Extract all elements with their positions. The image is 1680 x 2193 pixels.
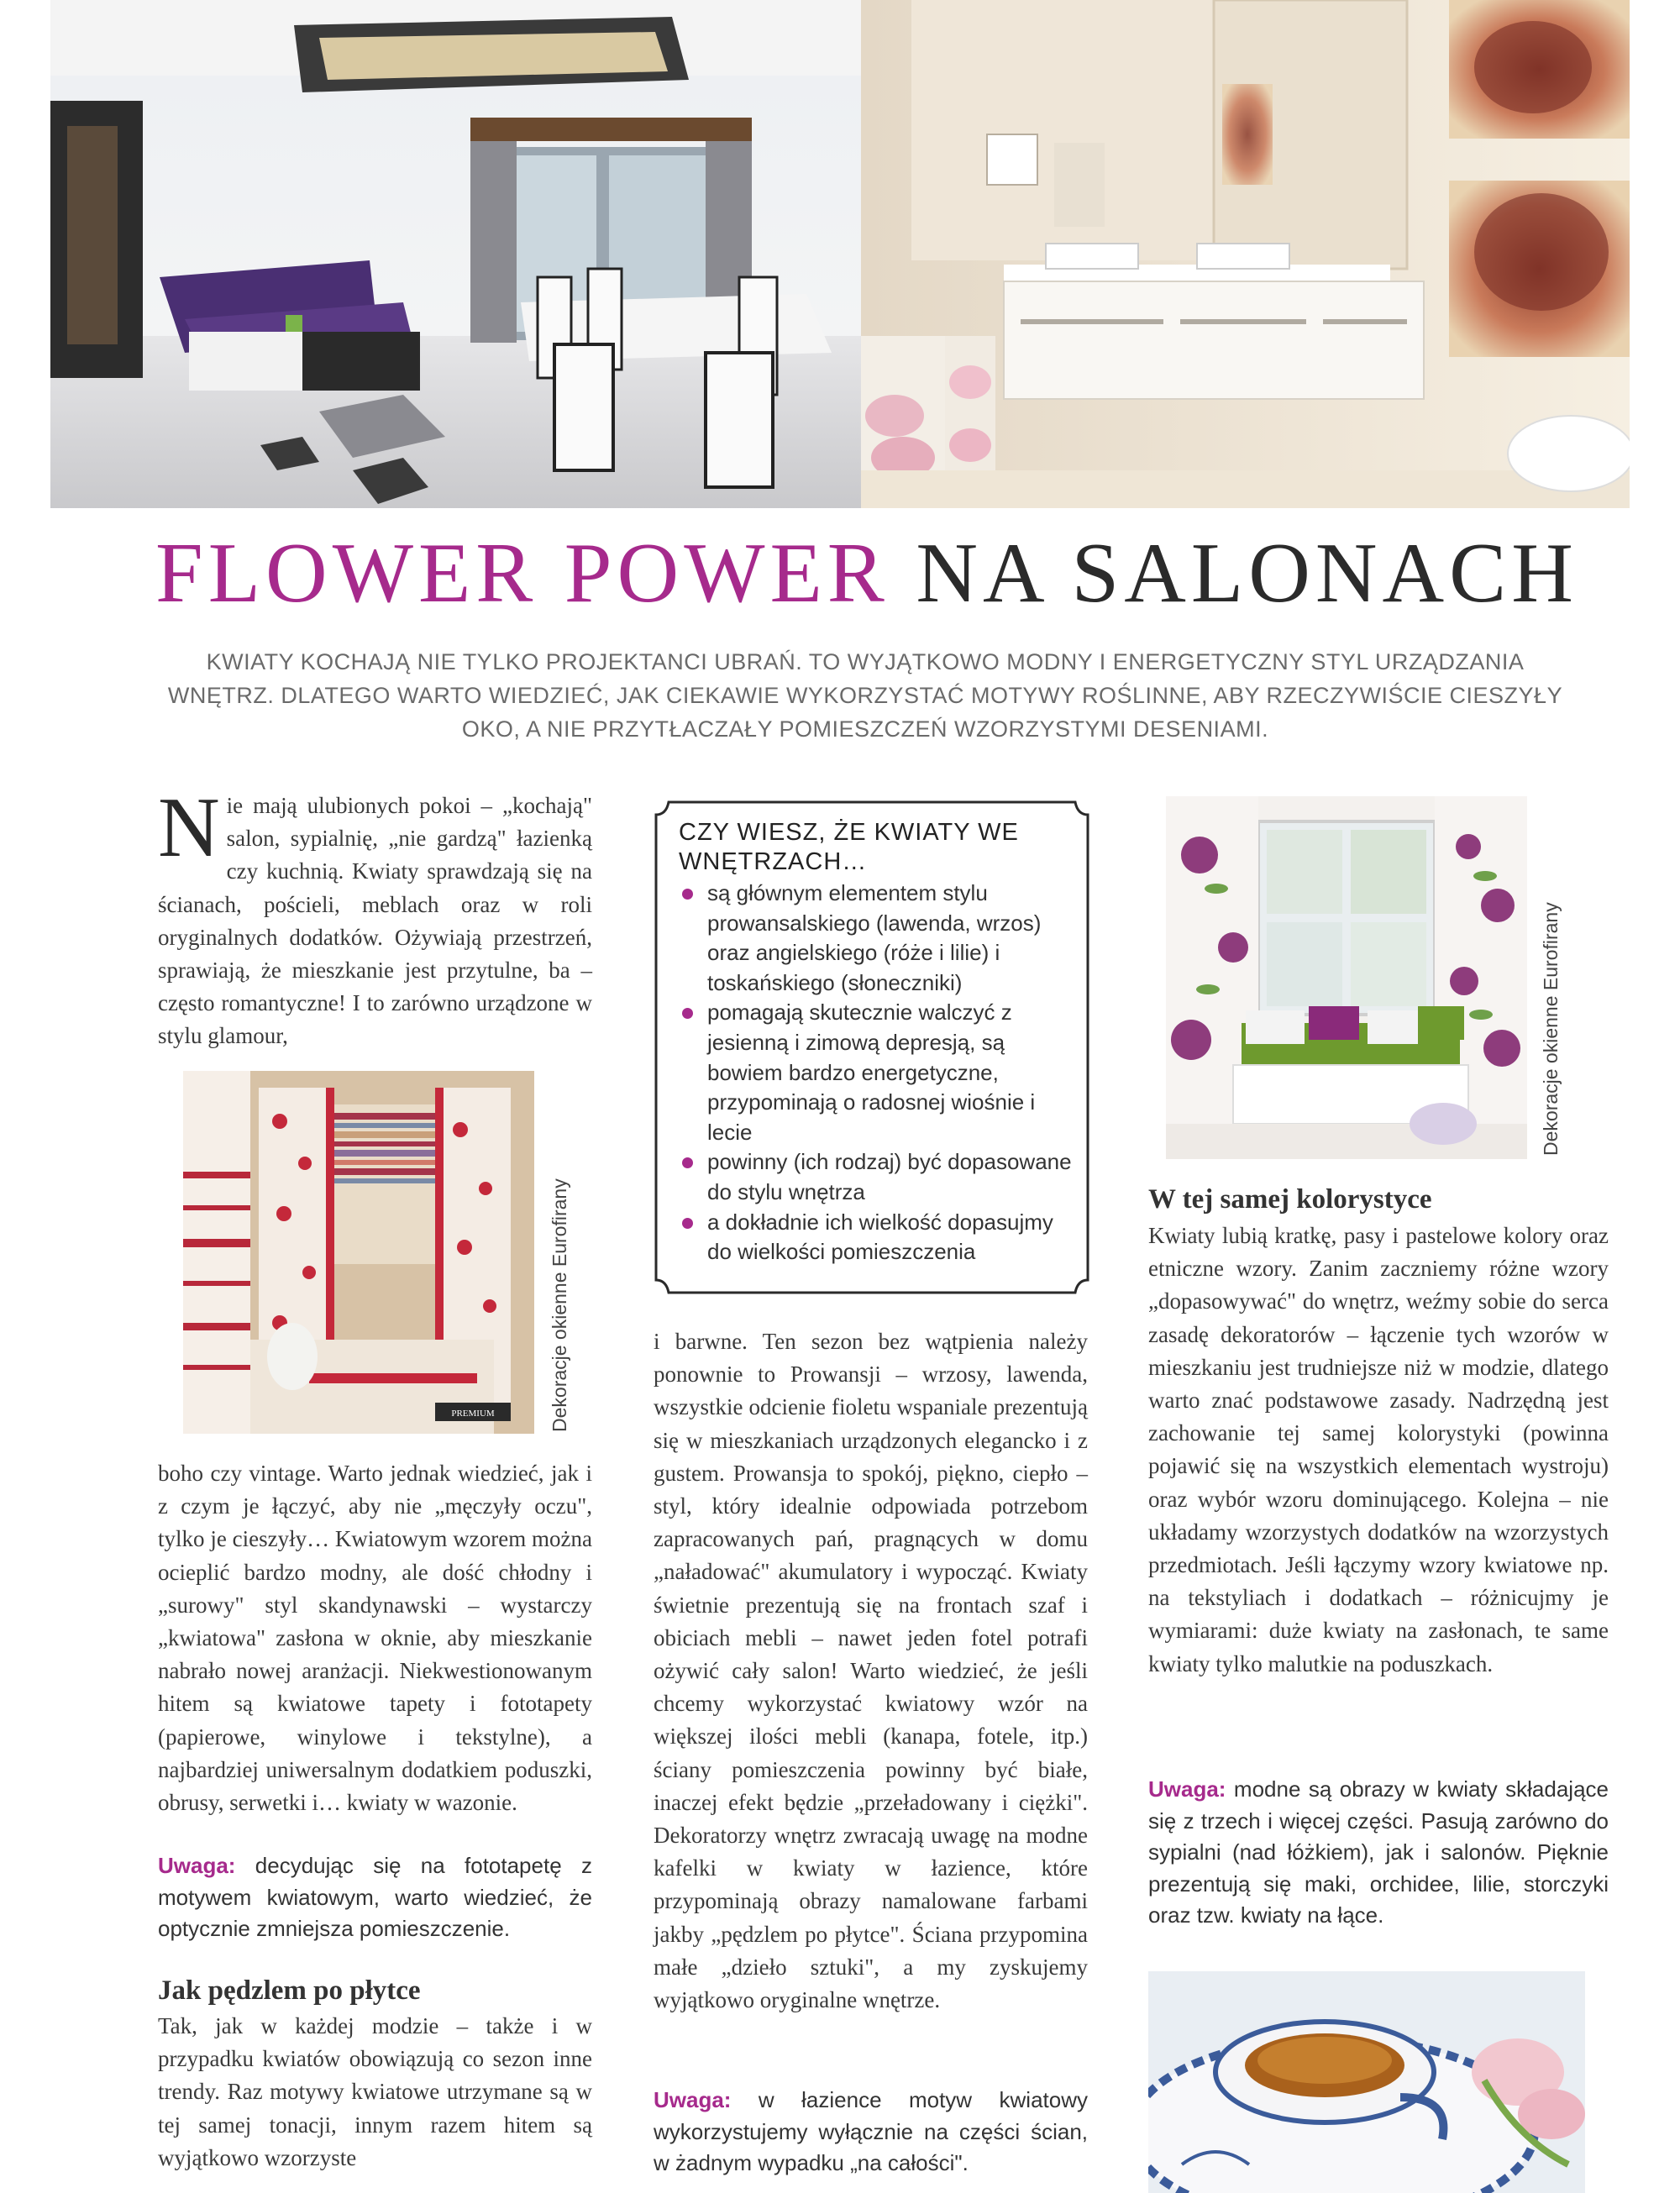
note-label: Uwaga:: [654, 2087, 732, 2112]
info-box-item: powinny (ich rodzaj) być dopasowane do stylu wnętrza: [679, 1147, 1074, 1207]
note-col1: [158, 1850, 592, 1945]
intro-text: ie mają ulubionych pokoi – „kochają" salon, sypialnię, „nie gardzą" łazienką czy kuchnią. Kwiaty sprawdzają się na ścianach, pościeli, meblach oraz w roli oryginalnych dodatków. Ożywiają przestrzeń, sprawiają, że mieszkanie jest przytulne, ba – często romantyczne! I to zarówno urządzone w stylu glamour,: [158, 793, 592, 1049]
title-rest: NA SALONACH: [916, 526, 1578, 621]
body-paragraph-4: Kwiaty lubią kratkę, pasy i pastelowe kolory oraz etniczne wzory. Zanim zaczniemy różne wzory „dopasowywać" do wnętrz, weźmy sobie do serca zasadę dekoratorów – łączenie tych wzorów w mieszkaniu jest trudniejsze niż w modzie, dlatego warto znać podstawowe zasady. Nadrzędną jest zachowanie tej samej kolorystyki (powinna pojawić się na wszystkich elementach wystroju) oraz wybór wzoru dominującego. Kolejna – nie układamy wzorzystych dodatków na wzorzystych przedmiotach. Jeśli łączymy wzory kwiatowe np. na tekstyliach i dodatkach – różnicujmy je wymiarami: duże kwiaty na zasłonach, te same kwiaty tylko malutkie na poduszkach.: [1148, 1223, 1609, 1676]
intro-paragraph: [158, 780, 592, 1053]
curtain-photo-right: [1166, 796, 1527, 1159]
note-label: Uwaga:: [1148, 1776, 1226, 1802]
body-paragraph-3: i barwne. Ten sezon bez wątpienia należy ponownie to Prowansji – wrzosy, lawenda, wszystkie odcienie fioletu wspaniale prezentują się w mieszkaniach urządzonych elegancko i z gustem. Prowansja to spokój, piękno, ciepło – styl, który idealnie odpowiada potrzebom zapracowanych pań, pragnących w domu „naładować" akumulatory i wypocząć. Kwiaty świetnie prezentują się na frontach szaf i obiciach mebli – nawet jeden fotel potrafi ożywić cały salon! Warto wiedzieć, że jeśli chcemy wykorzystać kwiatowy wzór na większej ilości mebli (kanapa, fotele, itp.) ściany pomieszczenia powinny być białe, inaczej efekt będzie „przeładowany i ciężki". Dekoratorzy wnętrz zwracają uwagę na modne kafelki w kwiaty w łazience, które przypominają obrazy namalowane farbami jakby „pędzlem po płytce". Ściana przypomina małe „dzieło sztuki", a my zyskujemy wyjątkowo oryginalne wnętrze.: [654, 1329, 1088, 2013]
article-title: [155, 526, 1600, 621]
info-box-item: pomagają skutecznie walczyć z jesienną i zimową depresją, są bowiem bardzo energetyczne, przypominają o radosnej wiośnie i lecie: [679, 998, 1074, 1147]
body-paragraph-2: Tak, jak w każdej modzie – także i w przypadku kwiatów obowiązują co sezon inne trendy. Raz motywy kwiatowe utrzymane są w tej samej tonacji, innym razem hitem są wyjątkowo wzorzyste: [158, 2013, 592, 2170]
note-text: w łazience motyw kwiatowy wykorzystujemy wyłącznie na części ścian, w żadnym wypadku „na całości".: [654, 2087, 1088, 2176]
info-box-item: a dokładnie ich wielkość dopasujmy do wielkości pomieszczenia: [679, 1208, 1074, 1267]
body-paragraph-1: boho czy vintage. Warto jednak wiedzieć, jak i z czym je łączyć, aby nie „męczyły oczu", tylko je cieszyły… Kwiatowym wzorem można ocieplić bardzo modny, ale dość chłodny i „surowy" styl skandynawski – wystarczy „kwiatowa" zasłona w oknie, aby mieszkanie nabrało nowej aranżacji. Niekwestionowanym hitem są kwiatowe tapety i fototapety (papierowe, winylowe i tekstylne), a najbardziej uniwersalnym dodatkiem poduszki, obrusy, serwetki i… kwiaty w wazonie.: [158, 1461, 592, 1816]
info-box: [654, 800, 1090, 1295]
photo-label: PREMIUM: [451, 1409, 495, 1419]
note-text: modne są obrazy w kwiaty składające się z trzech i więcej części. Pasują zarówno do sypialni (nad łóżkiem), jak i salonów. Pięknie prezentują się maki, orchidee, lilie, storczyki oraz tzw. kwiaty na łące.: [1148, 1776, 1609, 1928]
note-col3: [1148, 1774, 1609, 1932]
note-col2: [654, 2085, 1088, 2180]
article-lead: KWIATY KOCHAJĄ NIE TYLKO PROJEKTANCI UBRAŃ. TO WYJĄTKOWO MODNY I ENERGETYCZNY STYL URZĄDZANIA WNĘTRZ. DLATEGO WARTO WIEDZIEĆ, JAK CIEKAWIE WYKORZYSTAĆ MOTYWY ROŚLINNE, ABY RZECZYWIŚCIE CIESZYŁY OKO, A NIE PRZYTŁACZAŁY POMIESZCZEŃ WZORZYSTYMI DESENIAMI.: [167, 649, 1563, 742]
bathroom-photo: [861, 0, 1630, 508]
info-box-list: [679, 879, 1074, 1267]
photo-caption-left: Dekoracje okienne Eurofirany: [549, 1178, 570, 1432]
drop-cap: N: [158, 780, 220, 875]
living-room-photo: [50, 0, 861, 508]
info-box-item: są głównym elementem stylu prowansalskiego (lawenda, wrzos) oraz angielskiego (róże i lilie) i toskańskiego (słoneczniki): [679, 879, 1074, 998]
info-box-title: CZY WIESZ, ŻE KWIATY WE WNĘTRZACH…: [679, 819, 1019, 875]
note-label: Uwaga:: [158, 1853, 236, 1878]
subheading-color: W tej samej kolorystyce: [1148, 1184, 1432, 1215]
curtain-photo-left: [183, 1071, 534, 1434]
teacup-photo: [1148, 1971, 1585, 2193]
subheading-tiles: Jak pędzlem po płytce: [158, 1975, 421, 2006]
note-text: decydując się na fototapetę z motywem kwiatowym, warto wiedzieć, że optycznie zmniejsza pomieszczenie.: [158, 1853, 592, 1942]
title-highlight: FLOWER POWER: [155, 526, 890, 621]
photo-caption-right: Dekoracje okienne Eurofirany: [1540, 902, 1562, 1156]
